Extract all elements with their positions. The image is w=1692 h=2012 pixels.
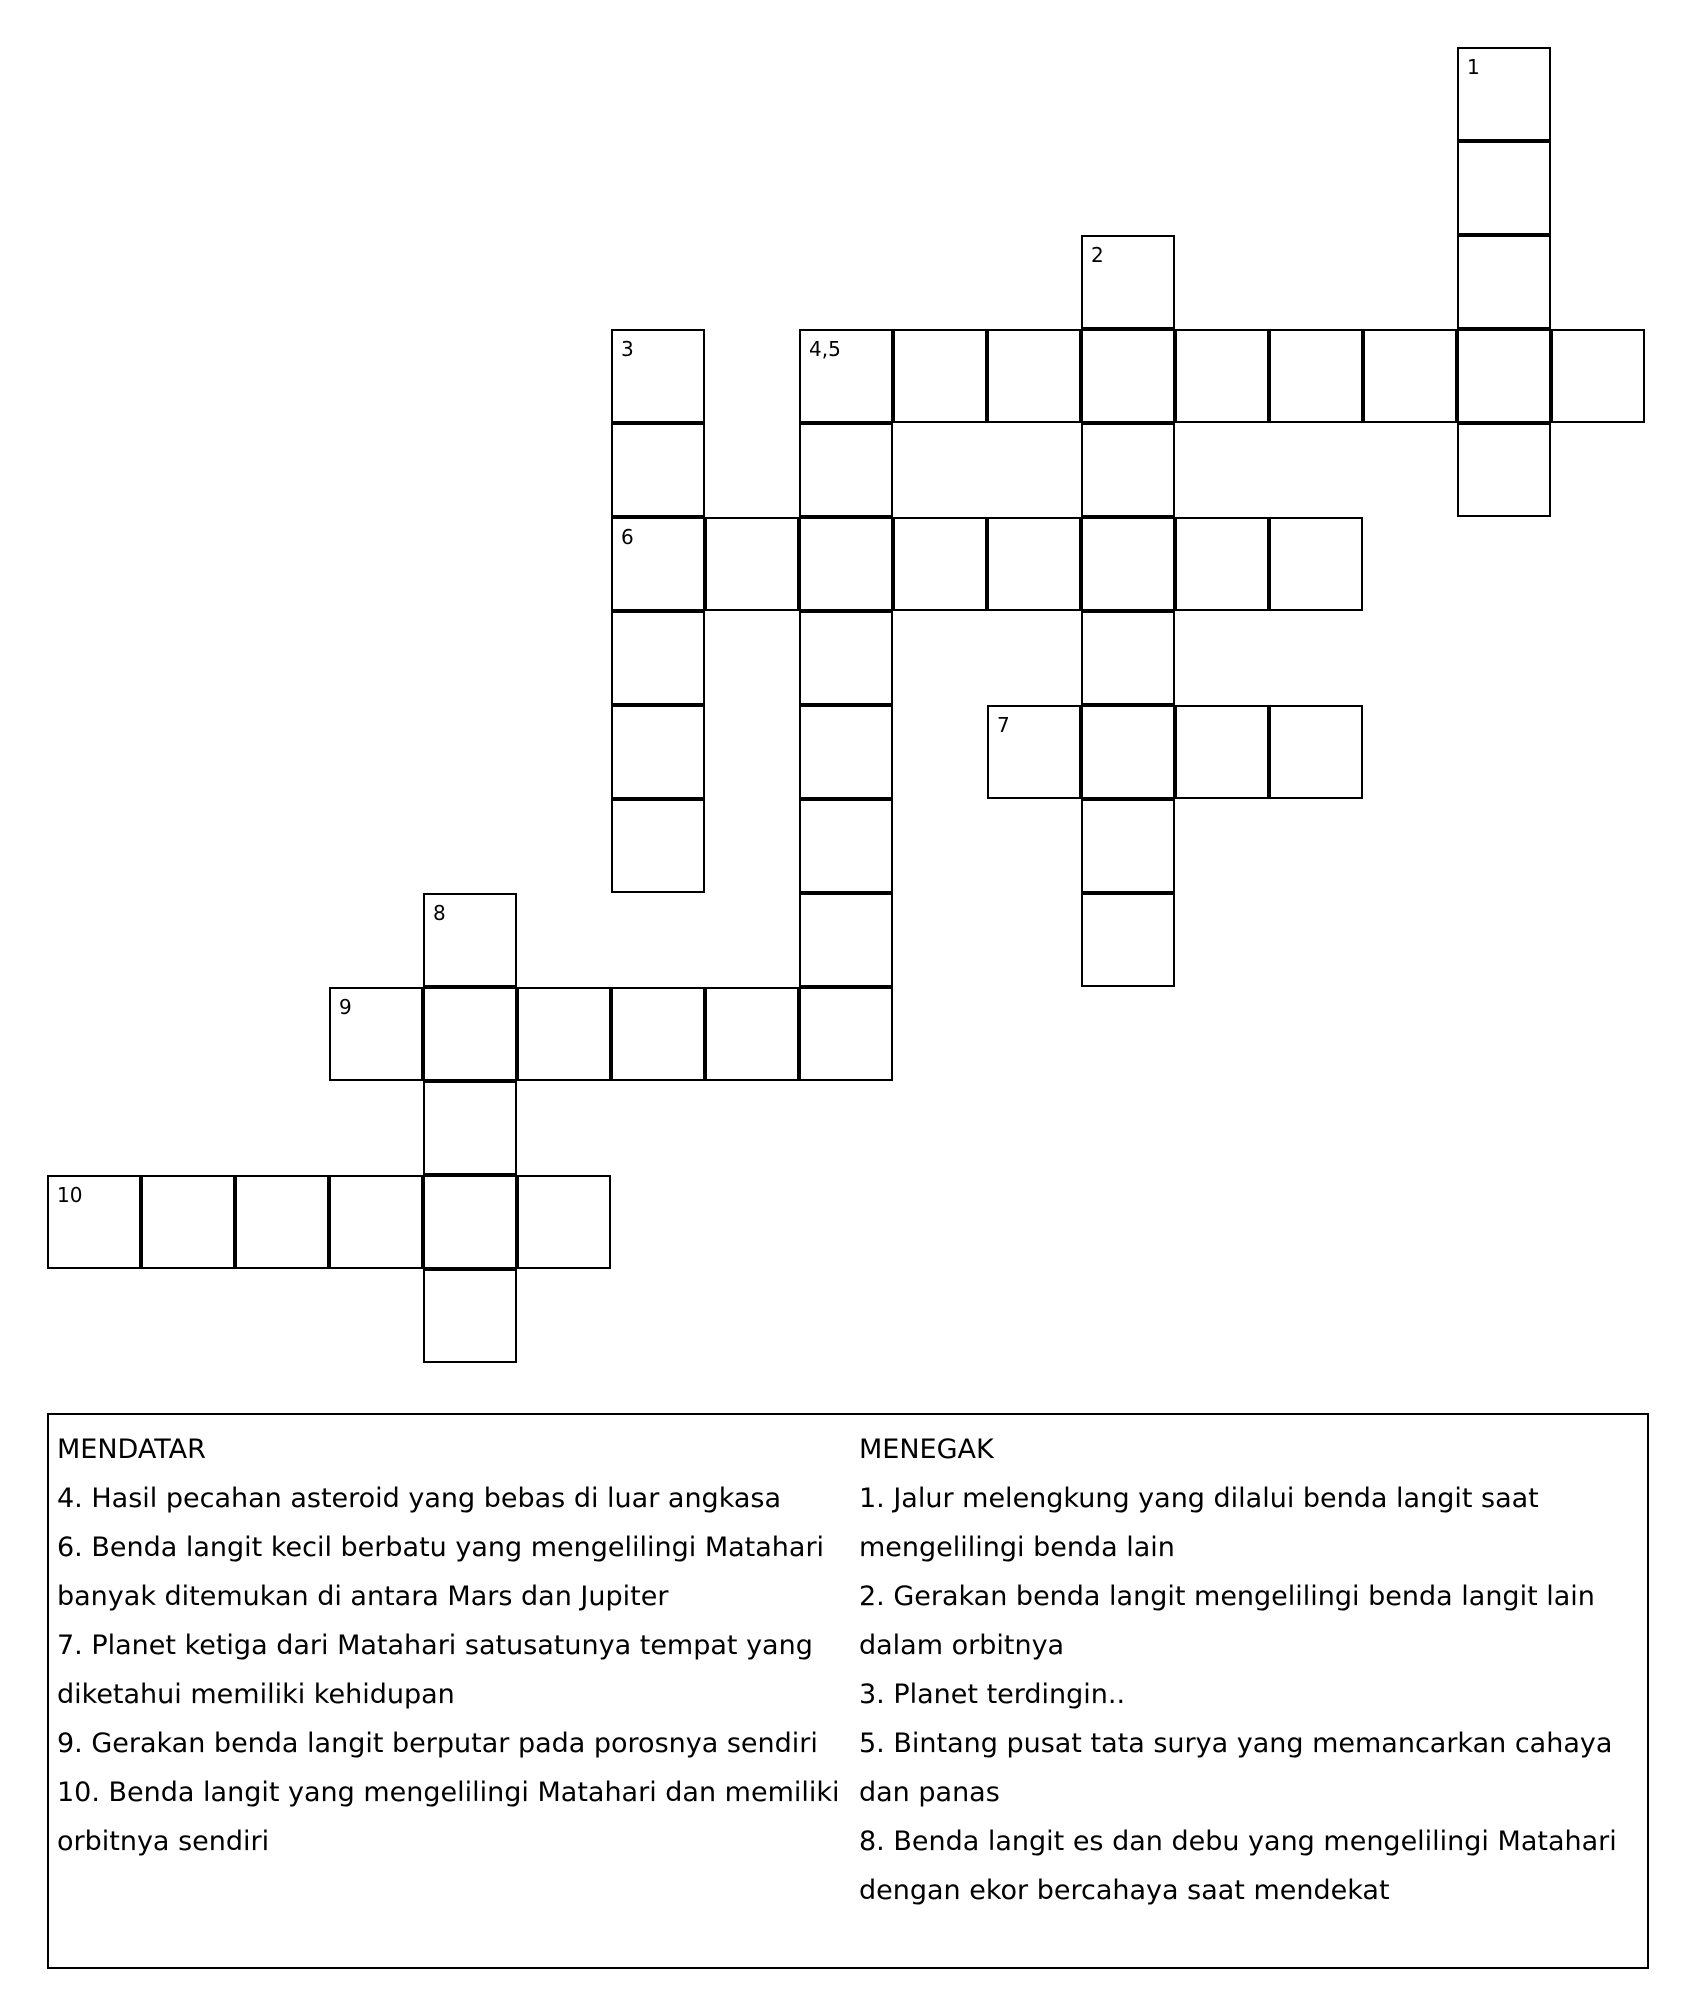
across-clue-line: 4. Hasil pecahan asteroid yang bebas di luar angkasa [57,1483,782,1514]
across-clue-line: 9. Gerakan benda langit berputar pada porosnya sendiri [57,1728,818,1759]
across-heading: MENDATAR [57,1434,206,1465]
across-clue-line: diketahui memiliki kehidupan [57,1679,455,1710]
grid-cell[interactable] [893,517,987,611]
grid-cell[interactable] [799,611,893,705]
clue-number: 10 [57,1183,83,1207]
grid-cell[interactable] [235,1175,329,1269]
down-clue-line: 8. Benda langit es dan debu yang mengelilingi Matahari [859,1826,1617,1857]
grid-cell[interactable] [423,893,517,987]
across-clue-line: orbitnya sendiri [57,1826,270,1857]
grid-cell[interactable] [1175,517,1269,611]
grid-cell[interactable] [1269,329,1363,423]
grid-cell[interactable] [611,799,705,893]
grid-cell[interactable] [611,329,705,423]
grid-cell[interactable] [1081,517,1175,611]
down-clues [859,1425,1639,1915]
grid-cell[interactable] [611,611,705,705]
clue-number: 6 [621,525,634,549]
grid-cell[interactable] [1269,705,1363,799]
grid-cell[interactable] [1175,705,1269,799]
grid-cell[interactable] [799,799,893,893]
grid-cell[interactable] [1457,329,1551,423]
clue-box [47,1413,1649,1969]
grid-cell[interactable] [611,423,705,517]
grid-cell[interactable] [1081,893,1175,987]
grid-cell[interactable] [1363,329,1457,423]
across-clue-line: 10. Benda langit yang mengelilingi Matahari dan memiliki [57,1777,840,1808]
clue-number: 1 [1467,55,1480,79]
grid-cell[interactable] [423,1269,517,1363]
grid-cell[interactable] [705,987,799,1081]
grid-cell[interactable] [1457,47,1551,141]
clue-number: 3 [621,337,634,361]
down-clue-line: 1. Jalur melengkung yang dilalui benda langit saat [859,1483,1539,1514]
clue-number: 2 [1091,243,1104,267]
down-clue-line: dan panas [859,1777,1000,1808]
grid-cell[interactable] [517,987,611,1081]
grid-cell[interactable] [1081,611,1175,705]
grid-cell[interactable] [799,987,893,1081]
grid-cell[interactable] [705,517,799,611]
clue-number: 9 [339,995,352,1019]
grid-cell[interactable] [987,329,1081,423]
grid-cell[interactable] [423,1081,517,1175]
clue-number: 4,5 [809,337,841,361]
grid-cell[interactable] [1175,329,1269,423]
grid-cell[interactable] [141,1175,235,1269]
grid-cell[interactable] [1457,235,1551,329]
across-clues [57,1425,840,1866]
down-heading: MENEGAK [859,1434,994,1465]
grid-cell[interactable] [329,987,423,1081]
grid-cell[interactable] [1551,329,1645,423]
grid-cell[interactable] [987,705,1081,799]
grid-cell[interactable] [799,517,893,611]
grid-cell[interactable] [1081,423,1175,517]
grid-cell[interactable] [1081,799,1175,893]
grid-cell[interactable] [1081,705,1175,799]
clue-number: 7 [997,713,1010,737]
grid-cell[interactable] [423,1175,517,1269]
grid-cell[interactable] [329,1175,423,1269]
grid-cell[interactable] [423,987,517,1081]
grid-cell[interactable] [1081,235,1175,329]
down-clue-line: 2. Gerakan benda langit mengelilingi benda langit lain [859,1581,1595,1612]
grid-cell[interactable] [517,1175,611,1269]
across-clue-line: 6. Benda langit kecil berbatu yang mengelilingi Matahari [57,1532,825,1563]
grid-cell[interactable] [611,705,705,799]
grid-cell[interactable] [799,329,893,423]
clue-number: 8 [433,901,446,925]
grid-cell[interactable] [1457,141,1551,235]
down-clue-line: dengan ekor bercahaya saat mendekat [859,1875,1390,1906]
grid-cell[interactable] [1269,517,1363,611]
grid-cell[interactable] [799,893,893,987]
grid-cell[interactable] [987,517,1081,611]
grid-cell[interactable] [47,1175,141,1269]
grid-cell[interactable] [799,423,893,517]
grid-cell[interactable] [1081,329,1175,423]
down-clue-line: 5. Bintang pusat tata surya yang memancarkan cahaya [859,1728,1613,1759]
down-clue-line: 3. Planet terdingin.. [859,1679,1126,1710]
grid-cell[interactable] [611,517,705,611]
down-clue-line: mengelilingi benda lain [859,1532,1175,1563]
grid-cell[interactable] [799,705,893,799]
grid-cell[interactable] [1457,423,1551,517]
across-clue-line: banyak ditemukan di antara Mars dan Jupiter [57,1581,669,1612]
grid-cell[interactable] [893,329,987,423]
down-clue-line: dalam orbitnya [859,1630,1065,1661]
grid-cell[interactable] [611,987,705,1081]
across-clue-line: 7. Planet ketiga dari Matahari satusatunya tempat yang [57,1630,813,1661]
